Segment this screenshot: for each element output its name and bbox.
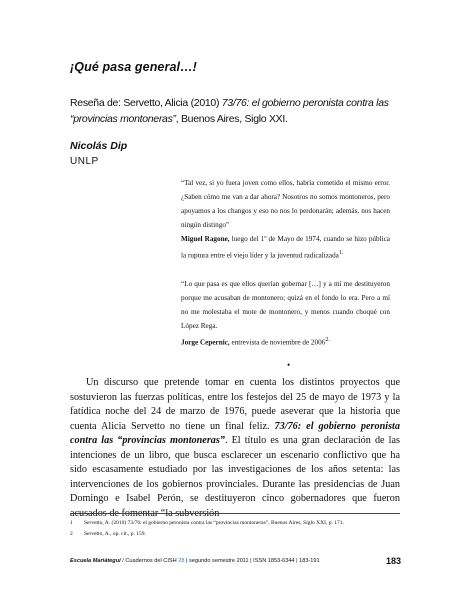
author-name: Nicolás Dip — [70, 140, 128, 152]
epigraph-source: entrevista de noviembre de 2006 — [229, 338, 326, 347]
paragraph-text: Un discurso que pretende tomar en cuenta los distintos proyectos que sostuvieron las fuerzas políticas, entre los festejos del 25 de mayo de 1973 y la fatídica noche del 24 de marzo de 1976, puede aseverar que la historia que cuenta Alicia Servetto no tiene un final feliz. — [70, 377, 400, 432]
body-paragraph — [70, 376, 400, 521]
journal-info: | segundo semestre 2011 | ISSN 1853-6344 | 183-191 — [184, 558, 320, 564]
page-footer — [70, 557, 400, 566]
epigraph-quote: “Tal vez, si yo fuera joven como ellos, habría cometido el mismo error. ¿Saben cómo me van a dar ahora? Nosotros no somos montoneros, pero apoyamos a los changos y eso no nos lo perdonarán; además, nos hacen ningún distingo” — [181, 179, 390, 229]
epigraph-attribution: Miguel Ragone, — [181, 235, 230, 243]
footnote-text: Servetto, A. (2010) 73/76: el gobierno peronista contra las “provincias montoneras”, Buenos Aires, Siglo XXI, p. 171. — [84, 520, 344, 526]
epigraph-source: luego del 1º de Mayo de 1974, cuando se hizo pública la ruptura entre el viejo líder y la juventud radicalizada — [181, 235, 390, 260]
footnote-text: Servetto, A., op. cit., p. 159. — [84, 531, 146, 537]
section-separator: • — [287, 360, 291, 370]
footnote-1 — [70, 519, 400, 527]
journal-info: / Cuadernos del CISH — [120, 558, 179, 564]
review-prefix: Reseña de: Servetto, Alicia (2010) — [70, 97, 222, 109]
epigraph-1 — [181, 176, 390, 262]
footnote-number: 2 — [70, 531, 73, 537]
footnote-2 — [70, 530, 400, 538]
article-title: ¡Qué pasa general…! — [70, 60, 197, 74]
review-reference — [70, 95, 400, 127]
epigraph-credit — [181, 232, 390, 262]
book-title-emphasis: 73/76: el gobierno peronista contra las “provincias montoneras” — [70, 420, 400, 446]
footnote-number: 1 — [70, 520, 73, 526]
epigraph-credit — [181, 333, 390, 349]
paragraph-text: . El título es una gran declaración de las intenciones de un libro, que busca esclarecer un escenario conflictivo que ha sido escasamente estudiado por las investigaciones de los años setenta: las intervenciones de los gobiernos provinciales. Durante las presidencias de Juan Domingo e Isabel Perón, se destituyeron cinco gobernadores que fueron acusados de fomentar “la subversión — [70, 435, 400, 519]
issue-number: 28 — [178, 558, 185, 564]
book-title: 73/76: el gobierno peronista contra las “provincias montoneras” — [70, 97, 389, 125]
epigraph-quote: “Lo que pasa es que ellos querían gobernar […] y a mí me destituyeron porque me acusaban de montonero; quizá en el fondo lo era. Pero a mí no me molestaba el mote de montonero, y menos cuando choqué con López Rega. — [181, 280, 390, 330]
epigraph-attribution: Jorge Cepernic, — [181, 338, 230, 347]
footnote-divider — [70, 513, 400, 514]
review-suffix: , Buenos Aires, Siglo XXI. — [175, 113, 288, 125]
author-affiliation: UNLP — [70, 156, 99, 167]
footnote-ref[interactable]: 1. — [338, 250, 344, 256]
body-text — [70, 376, 400, 521]
footnote-ref[interactable]: 2. — [325, 337, 330, 343]
page-number: 183 — [386, 556, 402, 566]
epigraph-2 — [181, 277, 390, 349]
journal-brand: Escuela Mariátegui — [70, 558, 121, 564]
